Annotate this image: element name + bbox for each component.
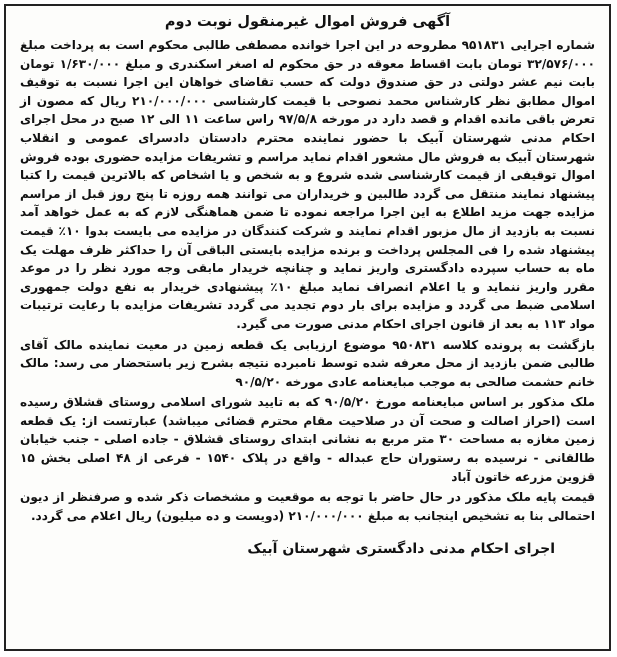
notice-signature: اجرای احکام مدنی دادگستری شهرستان آبیک [247,541,555,558]
auction-notice [4,4,611,651]
notice-paragraph-execution: شماره اجرایی ۹۵۱۸۳۱ مطروحه در این اجرا خوانده مصطفی طالبی محکوم است به پرداخت مبلغ ۳۲/۵۷۶/۰۰۰ تومان بابت اقساط معوقه در حق محکوم له اصغر اسکندری و مبلغ ۱/۶۳۰/۰۰۰ تومان بابت نیم عشر دولتی در حق صندوق دولت که حسب تقاضای خواهان این اجرا نسبت به توقیف اموال مطابق نظر کارشناس محمد نصوحی با قیمت کارشناسی ۲۱۰/۰۰۰/۰۰۰ ریال که مصون از تعرض باقی مانده اقدام و قصد دارد در مورخه ۹۷/۵/۸ راس ساعت ۱۱ الی ۱۲ صبح در محل اجرای احکام مدنی شهرستان آبیک با حضور نماینده محترم دادستان دادسرای عمومی و انقلاب شهرستان آبیک به فروش مال مشعور اقدام نماید مراسم و تشریفات مزایده حضوری بوده فروش اموال توقیفی از قیمت کارشناسی شده شروع و به شخص و یا اشخاص که بالاترین قیمت را کتبا پیشنهاد نمایند منتقل می گردد طالبین و خریداران می توانند همه روزه تا پنج روز قبل از مراسم مزایده جهت مزید اطلاع به این اجرا مراجعه نموده تا ضمن هماهنگی لازم که به عمل خواهد آمد نسبت به بازدید از مال مزبور اقدام نمایند و شرکت کنندگان در مزایده می بایست بدوا ۱۰٪ قیمت پیشنهاد شده را فی المجلس پرداخت و برنده مزایده بایستی الباقی آن را حداکثر ظرف مهلت یک ماه به حساب سپرده دادگستری واریز نماید و چنانچه خریدار مابقی وجه مورد نظر را در موعد مقرر واریز ننماید و یا اعلام انصراف نماید مبلغ ۱۰٪ پیشنهادی خریدار به نفع دولت جمهوری اسلامی ضبط می گردد و مزایده برای بار دوم تجدید می گردد تشریفات مزایده با رعایت ترتیبات مواد ۱۱۳ به بعد از قانون اجرای احکام مدنی صورت می گیرد. [20,38,595,331]
notice-paragraph-case-reference: بازگشت به پرونده کلاسه ۹۵۰۸۳۱ موضوع ارزیابی یک قطعه زمین در معیت نماینده مالک آقای طالبی ضمن بازدید از محل معرفه شده توسط نامبرده نتیجه بشرح زیر باستحضار می رسد: مالک خانم حشمت صالحی به موجب مبایعنامه عادی مورخه ۹۰/۵/۲۰ [20,337,596,389]
notice-paragraph-base-price: قیمت پایه ملک مذکور در حال حاضر با توجه به موقعیت و مشخصات ذکر شده و صرفنظر از دیون احتمالی بنا به تشخیص اینجانب به مبلغ ۲۱۰/۰۰۰/۰۰۰ (دویست و ده میلیون) ریال اعلام می گردد. [20,490,595,523]
notice-title: آگهی فروش اموال غیرمنقول نوبت دوم [164,14,451,30]
notice-paragraph-property-description: ملک مذکور بر اساس مبایعنامه مورخ ۹۰/۵/۲۰ که به تایید شورای اسلامی روستای قشلاق رسیده است (احراز اصالت و صحت آن در صلاحیت مقام محترم قضائی میباشد) عبارتست از: یک قطعه زمین مغازه به مساحت ۳۰ متر مربع به نشانی ابتدای روستای قشلاق - جاده اصلی - جنب خیابان طالقانی - نرسیده به رستوران حاج عبداله - واقع در پلاک ۱۵۴۰ - فرعی از ۴۸ اصلی بخش ۱۵ قزوین مزرعه خاتون آباد [20,395,595,484]
